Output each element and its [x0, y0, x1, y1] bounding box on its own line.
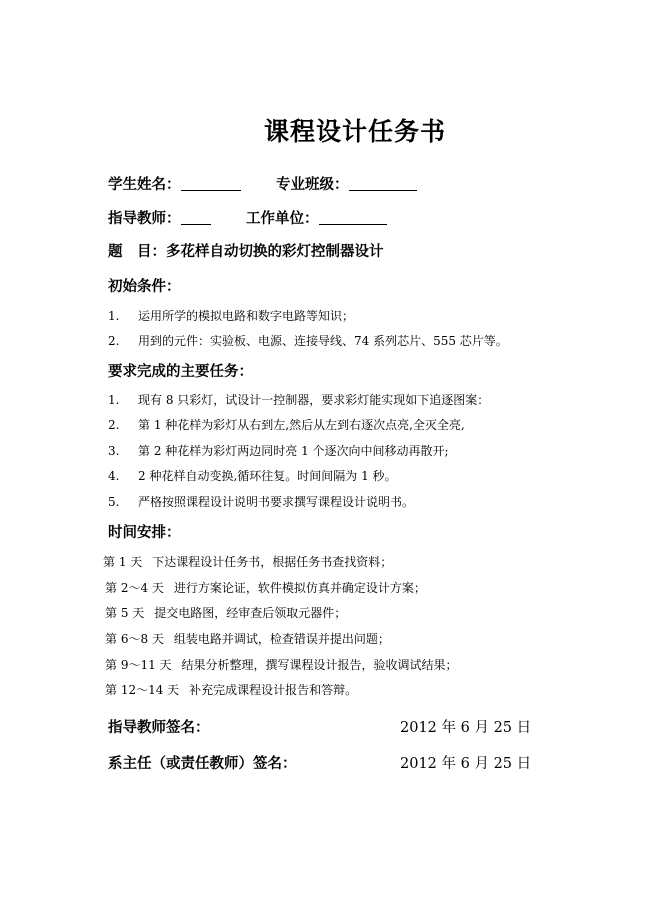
schedule-text: 进行方案论证，软件模拟仿真并确定设计方案；	[173, 581, 426, 595]
item-text: 运用所学的模拟电路和数字电路等知识；	[138, 309, 355, 323]
schedule-text: 结果分析整理，撰写课程设计报告，验收调试结果；	[181, 658, 458, 672]
schedule-day: 第 5 天	[105, 606, 145, 620]
initial-conditions-heading: 初始条件：	[108, 279, 181, 295]
item-number: 1.	[108, 309, 120, 323]
unit-blank[interactable]	[319, 208, 387, 225]
topic-row	[108, 240, 384, 261]
schedule-day: 第 9～11 天	[105, 658, 172, 672]
item-number: 3.	[108, 444, 120, 458]
class-blank[interactable]	[349, 174, 417, 191]
schedule-item	[105, 630, 390, 647]
schedule-text: 补充完成课程设计报告和答辩。	[189, 683, 358, 697]
director-signature-date: 2012 年 6 月 25 日	[400, 756, 532, 772]
task-item	[108, 467, 397, 484]
schedule-item	[105, 656, 458, 673]
schedule-day: 第 6～8 天	[105, 632, 164, 646]
item-number: 4.	[108, 469, 120, 483]
student-name-row	[108, 173, 241, 194]
item-text: 现有 8 只彩灯，试设计一控制器，要求彩灯能实现如下追逐图案：	[138, 393, 490, 407]
task-item	[108, 391, 489, 408]
item-number: 5.	[108, 495, 120, 509]
schedule-item	[105, 604, 346, 621]
page-title: 课程设计任务书	[263, 117, 446, 146]
tasks-heading: 要求完成的主要任务：	[108, 364, 253, 380]
item-number: 1.	[108, 393, 120, 407]
unit-row	[246, 207, 387, 228]
student-name-blank[interactable]	[181, 174, 241, 191]
class-label: 专业班级：	[276, 177, 349, 193]
schedule-item	[105, 579, 426, 596]
task-item	[108, 442, 449, 459]
teacher-row	[108, 207, 211, 228]
teacher-signature-label: 指导教师签名：	[108, 720, 210, 736]
item-text: 严格按照课程设计说明书要求撰写课程设计说明书。	[138, 495, 415, 509]
teacher-blank[interactable]	[181, 208, 211, 225]
item-text: 用到的元件：实验板、电源、连接导线、74 系列芯片、555 芯片等。	[138, 334, 508, 348]
initial-condition-item	[108, 332, 508, 349]
director-signature-label: 系主任（或责任教师）签名：	[108, 756, 297, 772]
initial-condition-item	[108, 307, 354, 324]
task-item	[108, 416, 465, 433]
item-text: 第 1 种花样为彩灯从右到左,然后从左到右逐次点亮,全灭全亮,	[138, 418, 465, 432]
task-item	[108, 493, 414, 510]
teacher-label: 指导教师：	[108, 211, 181, 227]
schedule-text: 下达课程设计任务书，根据任务书查找资料；	[152, 555, 393, 569]
schedule-text: 提交电路图，经审查后领取元器件；	[154, 606, 347, 620]
schedule-heading: 时间安排：	[108, 525, 181, 541]
item-text: 第 2 种花样为彩灯两边同时亮 1 个逐次向中间移动再散开;	[138, 444, 449, 458]
schedule-day: 第 2～4 天	[105, 581, 164, 595]
schedule-text: 组装电路并调试，检查错误并提出问题；	[173, 632, 390, 646]
schedule-item	[103, 553, 392, 570]
unit-label: 工作单位：	[246, 211, 319, 227]
topic-label: 题 目：	[108, 244, 166, 260]
item-number: 2.	[108, 418, 120, 432]
topic-value: 多花样自动切换的彩灯控制器设计	[166, 244, 384, 260]
teacher-signature-date: 2012 年 6 月 25 日	[400, 720, 532, 736]
student-name-label: 学生姓名：	[108, 177, 181, 193]
item-number: 2.	[108, 334, 120, 348]
schedule-day: 第 1 天	[103, 555, 143, 569]
class-row	[276, 173, 417, 194]
schedule-day: 第 12～14 天	[105, 683, 180, 697]
schedule-item	[105, 681, 357, 698]
item-text: 2 种花样自动变换,循环往复。时间间隔为 1 秒。	[138, 469, 397, 483]
